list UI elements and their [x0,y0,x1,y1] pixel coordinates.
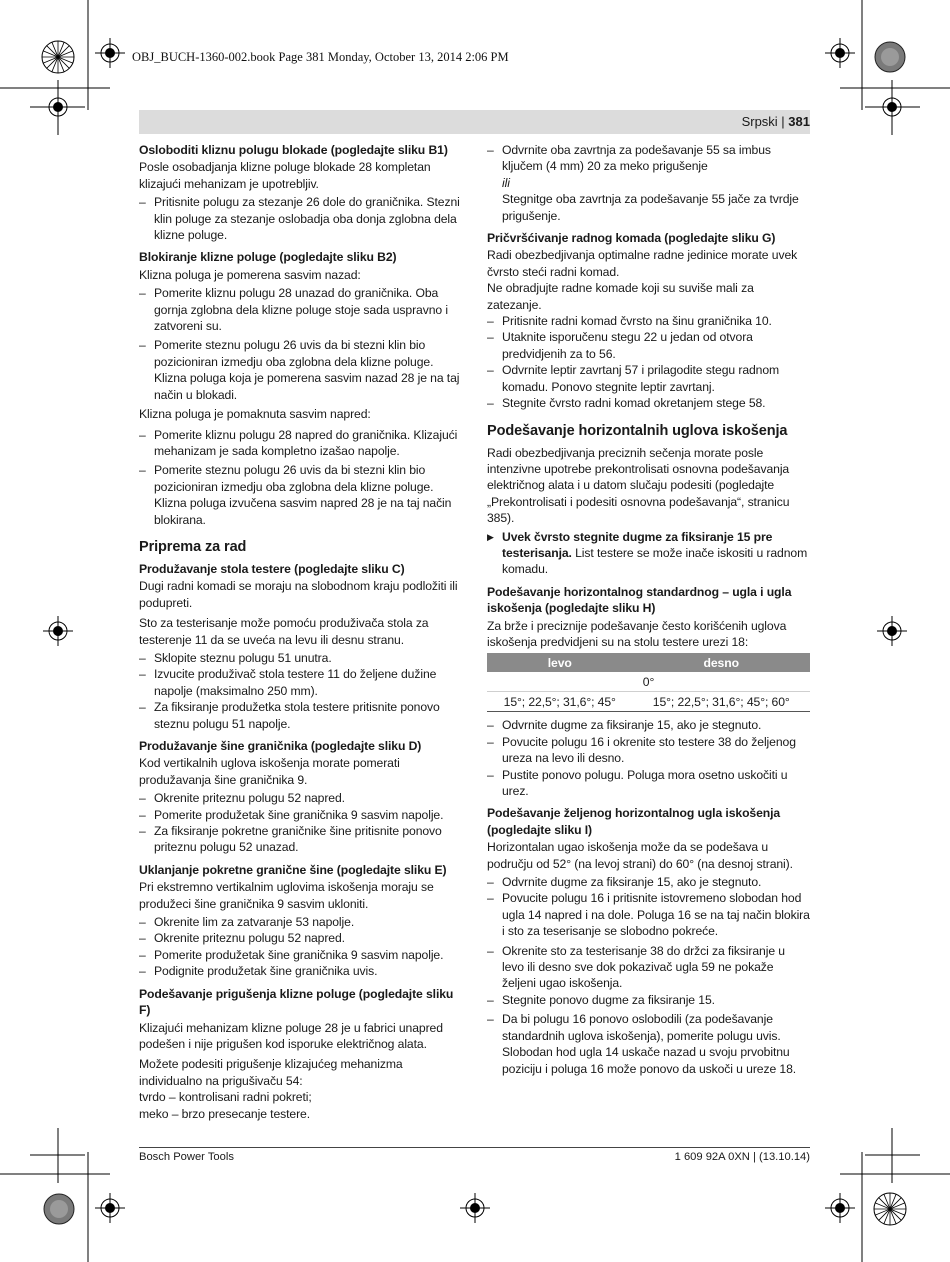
header-separator: | [777,114,789,129]
list-item: – Utaknite isporučenu stegu 22 u jedan od otvora predvidjenih za to 56. [487,329,810,362]
footer-brand: Bosch Power Tools [139,1151,234,1163]
print-slug: OBJ_BUCH-1360-002.book Page 381 Monday, October 13, 2014 2:06 PM [132,50,509,64]
list-item: – Pomerite kliznu polugu 28 unazad do graničnika. Oba gornja zglobna dela klizne poluge stoje sada uspravno i zatvoreni su. [139,285,465,334]
paragraph: ili [502,175,510,190]
angle-table [487,653,810,712]
paragraph: Stegnitge oba zavrtnja za podešavanje 55 jače za tvrdje prigušenje. [502,192,799,223]
table-cell-left: 15°; 22,5°; 31,6°; 45° [487,692,632,712]
starburst-target-icon [40,39,76,75]
paragraph: Pri ekstremno vertikalnim uglovima iskošenja moraju se produžeci šine graničnika 9 sasvim ukloniti. [139,880,434,911]
paragraph: Radi obezbedjivanja optimalne radne jedinice morate uvek čvrsto steći radni komad. [487,248,798,279]
list-item: – Povucite polugu 16 i okrenite sto testere 38 do željenog ureza na levo ili desno. [487,734,810,767]
paragraph: Ne obradjujte radne komade koji su suviše mali za zatezanje. [487,281,754,312]
section-heading: Blokiranje klizne poluge (pogledajte sliku B2) [139,250,397,265]
running-header [742,114,810,129]
paragraph: Za brže i preciznije podešavanje često korišćenih uglova iskošenja predvidjeni su na stolu testere urezi 18: [487,618,787,649]
list-item: – Pomerite produžetak šine graničnika 9 sasvim napolje. [139,807,465,823]
list-item: – Pomerite steznu polugu 26 uvis da bi stezni klin bio pozicioniran izmedju oba zglobna dela klizne poluge. Klizna poluga koja je pomerena sasvim nazad 28 je na taj način u blokadi. [139,337,465,403]
paragraph: Klizajući mehanizam klizne poluge 28 je u fabrici unapred podešen i nije prigušen kod isporuke električnog alata. [139,1020,443,1051]
registration-target-icon [825,38,855,68]
list-item: – Pritisnite polugu za stezanje 26 dole do graničnika. Stezni klin poluge za stezanje oslobadja oba donja zglobna dela klizne poluge. [139,194,465,243]
list-item: – Da bi polugu 16 ponovo oslobodili (za podešavanje standardnih uglova iskošenja), pomerite polugu uvis. Slobodan hod ugla 14 uskače nazad u svoju prvobitnu poziciju i poluga 16 može ponovo da uskoči u ureze 18. [487,1011,810,1077]
table-header-left: levo [487,653,632,672]
section-heading: Podešavanje prigušenja klizne poluge (pogledajte sliku F) [139,986,454,1018]
paragraph: Kod vertikalnih uglova iskošenja morate pomerati produžavanja šine graničnika 9. [139,756,400,787]
list-item: – Stegnite ponovo dugme za fiksiranje 15. [487,992,810,1008]
section-heading: Osloboditi kliznu polugu blokade (pogledajte sliku B1) [139,143,448,157]
registration-target-icon [43,616,73,646]
list-item: – Podignite produžetak šine graničnika uvis. [139,963,465,979]
warning-text: List testere se može inače iskositi u radnom komadu. [502,545,808,577]
list-item: – Odvrnite dugme za fiksiranje 15, ako je stegnuto. [487,717,810,733]
paragraph: Posle osobadjanja klizne poluge blokade 28 kompletan klizajući mehanizam je upotrebljiv. [139,160,431,191]
registration-target-icon [877,616,907,646]
grey-target-icon [873,40,907,74]
list-item: – Odvrnite dugme za fiksiranje 15, ako je stegnuto. [487,874,810,890]
registration-target-icon [95,38,125,68]
chapter-heading: Podešavanje horizontalnih uglova iskošenja [487,422,788,439]
section-heading: Podešavanje željenog horizontalnog ugla iskošenja (pogledajte sliku I) [487,806,781,837]
list-item: – Okrenite sto za testerisanje 38 do držci za fiksiranje u levo ili desno sve dok pokazivač ugla 59 ne pokaže željeni ugao iskošenja. [487,943,810,992]
list-item: – Sklopite steznu polugu 51 unutra. [139,650,465,666]
chapter-heading: Priprema za rad [139,538,247,555]
registration-target-icon [43,92,73,122]
list-item: – Pomerite steznu polugu 26 uvis da bi stezni klin bio pozicioniran izmedju oba zglobna dela klizne poluge. Klizna poluga izvučena sasvim napred 28 je na taj način blokirana. [139,462,465,528]
list-item: – Pritisnite radni komad čvrsto na šinu graničnika 10. [487,313,810,329]
list-item: – Izvucite produživač stola testere 11 do željene dužine napolje (maksimalno 250 mm). [139,666,465,699]
table-header-right: desno [632,653,810,672]
list-item: – Povucite polugu 16 i pritisnite istovremeno slobodan hod ugla 14 napred i na dole. Poluga 16 se na taj način blokira i sto za teserisanje se slobodno pokreće. [487,890,810,939]
starburst-target-icon [872,1191,908,1227]
right-column [487,142,810,1077]
table-cell-center: 0° [487,672,810,692]
paragraph: Sto za testerisanje može pomoću produživača stola za testerenje 11 da se uveća na levu ili desnu stranu. [139,616,429,647]
page-footer [139,1147,810,1163]
paragraph: meko – brzo presecanje testere. [139,1106,311,1121]
paragraph: Klizna poluga je pomaknuta sasvim napred: [139,407,371,422]
grey-target-icon [42,1192,76,1226]
header-language: Srpski [741,114,778,129]
table-cell-right: 15°; 22,5°; 31,6°; 45°; 60° [632,692,810,712]
list-item: – Pomerite produžetak šine graničnika 9 sasvim napolje. [139,947,465,963]
registration-target-icon [877,92,907,122]
warning-bold: Uvek čvrsto stegnite dugme za fiksiranje 15 pre testerisanja. [502,529,773,560]
section-heading: Produžavanje šine graničnika (pogledajte sliku D) [139,739,422,753]
section-heading: Uklanjanje pokretne granične šine (pogledajte sliku E) [139,862,447,877]
paragraph: Radi obezbedjivanja preciznih sečenja morate posle intenzivne upotrebe prekontrolisati osnovna podešavanja električnog alata i u datom slučaju podesiti (pogledajte „Prekontrolisati i podesiti osnovna podešavanja“, stranicu 385). [487,445,790,526]
list-item: – Odvrnite oba zavrtnja za podešavanje 55 sa imbus ključem (4 mm) 20 za meko prigušenje [487,142,810,175]
paragraph: Dugi radni komadi se moraju na slobodnom kraju podložiti ili podupreti. [139,579,458,610]
footer-docnumber: 1 609 92A 0XN | (13.10.14) [674,1151,810,1163]
list-item: – Odvrnite leptir zavrtanj 57 i prilagodite stegu radnom komadu. Ponovo stegnite leptir zavrtanj. [487,362,810,395]
list-item: – Za fiksiranje produžetka stola testere pritisnite ponovo steznu polugu 51 napolje. [139,699,465,732]
paragraph: Horizontalan ugao iskošenja može da se podešava u području od 52° (na levoj strani) do 60° (na desnoj strani). [487,840,793,871]
header-bar [139,110,810,134]
page-number: 381 [788,114,810,129]
registration-target-icon [825,1193,855,1223]
list-item: – Pustite ponovo polugu. Poluga mora osetno uskočiti u urez. [487,767,810,800]
paragraph: Klizna poluga je pomerena sasvim nazad: [139,267,361,282]
registration-target-icon [460,1193,490,1223]
list-item: – Pomerite kliznu polugu 28 napred do graničnika. Klizajući mehanizam je sada kompletno izašao napolje. [139,427,465,460]
list-item: – Okrenite priteznu polugu 52 napred. [139,790,465,806]
section-heading: Produžavanje stola testere (pogledajte sliku C) [139,561,405,576]
list-item: – Okrenite lim za zatvaranje 53 napolje. [139,914,465,930]
warning-item [487,529,810,578]
registration-target-icon [95,1193,125,1223]
paragraph: tvrdo – kontrolisani radni pokreti; [139,1090,312,1105]
list-item: – Stegnite čvrsto radni komad okretanjem stege 58. [487,395,810,411]
left-column [139,142,465,1124]
section-heading: Podešavanje horizontalnog standardnog – ugla i ugla iskošenja (pogledajte sliku H) [487,584,792,616]
section-heading: Pričvršćivanje radnog komada (pogledajte sliku G) [487,231,776,246]
list-item: – Okrenite priteznu polugu 52 napred. [139,930,465,946]
paragraph: Možete podesiti prigušenje klizajućeg mehanizma individualno na prigušivaču 54: [139,1057,403,1088]
list-item: – Za fiksiranje pokretne graničnike šine pritisnite ponovo priteznu polugu 52 unazad. [139,823,465,856]
